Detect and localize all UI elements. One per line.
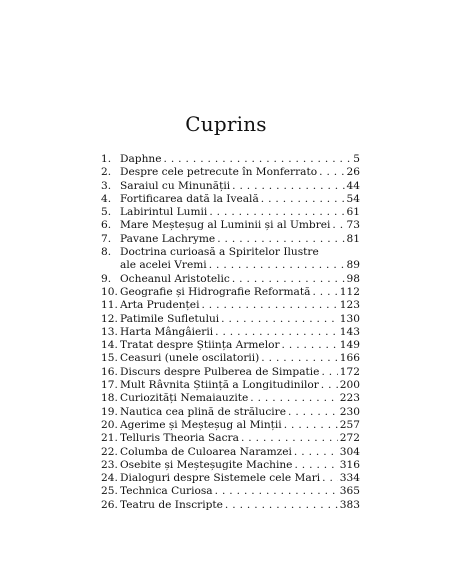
toc-entry [101, 366, 360, 379]
toc-entry-continuation [101, 259, 360, 272]
toc-entry [101, 339, 360, 352]
toc-entry [101, 286, 360, 299]
entry-number: 12. [101, 312, 118, 325]
toc-entry [101, 273, 360, 286]
entry-number: 20. [101, 418, 118, 431]
entry-page: 81 [346, 232, 360, 245]
entry-number: 4. [101, 192, 112, 205]
entry-page: 365 [339, 485, 360, 498]
entry-page: 54 [346, 192, 360, 205]
entry-title: Nautica cea plină de strălucire . . . [120, 406, 338, 419]
entry-title: Despre cele petrecute în Monferrato . . . [120, 166, 345, 179]
entry-number: 21. [101, 432, 118, 445]
entry-page: 123 [339, 299, 360, 312]
entry-number: 8. [101, 246, 112, 259]
entry-number: 2. [101, 166, 112, 179]
entry-page: 272 [339, 432, 360, 445]
entry-title: Harta Mângâierii . . . [120, 326, 338, 339]
entry-page: 223 [339, 392, 360, 405]
toc-entry [101, 432, 360, 445]
entry-page: 112 [339, 285, 360, 298]
entry-page: 61 [346, 206, 360, 219]
toc-entry [101, 485, 360, 498]
toc-entry [101, 180, 360, 193]
entry-page: 26 [346, 166, 360, 179]
entry-page: 316 [339, 458, 360, 471]
entry-page: 98 [346, 272, 360, 285]
entry-number: 10. [101, 285, 118, 298]
toc-entry [101, 233, 360, 246]
entry-title: Labirintul Lumii . . . [120, 206, 345, 219]
entry-title: Osebite și Meșteșugite Machine . . . [120, 459, 338, 472]
entry-page: 230 [339, 405, 360, 418]
entry-number: 22. [101, 445, 118, 458]
entry-number: 19. [101, 405, 118, 418]
entry-title-continuation: ale acelei Vremi . . . [120, 259, 345, 272]
entry-title: Pavane Lachryme . . . [120, 233, 345, 246]
entry-page: 200 [339, 379, 360, 392]
entry-number: 9. [101, 272, 112, 285]
toc-entry [101, 406, 360, 419]
entry-title: Geografie și Hidrografie Reformată . . . [120, 286, 338, 299]
table-of-contents [101, 153, 360, 512]
entry-title: Telluris Theoria Sacra . . . [120, 432, 338, 445]
entry-page: 73 [346, 219, 360, 232]
toc-entry [101, 379, 360, 392]
entry-number: 25. [101, 485, 118, 498]
entry-page: 149 [339, 339, 360, 352]
entry-title: Tratat despre Știința Armelor . . . [120, 339, 338, 352]
entry-title: Ocheanul Aristotelic . . . [120, 273, 345, 286]
page-title: Cuprins [185, 112, 267, 136]
toc-entry [101, 459, 360, 472]
entry-title: Teatru de Inscripte . . . [120, 499, 338, 512]
entry-number: 23. [101, 458, 118, 471]
entry-title: Patimile Sufletului . . . [120, 313, 338, 326]
entry-number: 5. [101, 206, 112, 219]
entry-page: 143 [339, 325, 360, 338]
toc-entry [101, 326, 360, 339]
entry-title: Agerime și Meșteșug al Minții . . . [120, 419, 338, 432]
entry-number: 17. [101, 379, 118, 392]
entry-title: Fortificarea dată la Iveală . . . [120, 193, 345, 206]
entry-page: 130 [339, 312, 360, 325]
toc-entry [101, 153, 360, 166]
entry-number: 16. [101, 365, 118, 378]
toc-entry [101, 419, 360, 432]
toc-entry [101, 219, 360, 232]
entry-page: 5 [353, 153, 360, 165]
entry-title: Dialoguri despre Sistemele cele Mari . . . [120, 472, 338, 485]
entry-title: Arta Prudenței . . . [120, 299, 338, 312]
entry-title: Mult Râvnita Știință a Longitudinilor . . . [120, 379, 338, 392]
entry-page: 383 [339, 498, 360, 511]
toc-entry [101, 166, 360, 179]
toc-entry [101, 446, 360, 459]
entry-number: 11. [101, 299, 118, 312]
entry-title: Ceasuri (unele oscilatorii) . . . [120, 352, 338, 365]
entry-number: 1. [101, 153, 112, 165]
toc-entry [101, 299, 360, 312]
entry-page: 304 [339, 445, 360, 458]
entry-title: Curiozități Nemaiauzite . . . [120, 392, 338, 405]
entry-number: 6. [101, 219, 112, 232]
entry-title: Mare Meșteșug al Luminii și al Umbrei . . . [120, 219, 345, 232]
entry-title: Technica Curiosa . . . [120, 485, 338, 498]
entry-number: 24. [101, 472, 118, 485]
entry-page: 166 [339, 352, 360, 365]
entry-number: 13. [101, 325, 118, 338]
entry-page: 172 [339, 365, 360, 378]
toc-entry [101, 472, 360, 485]
entry-title: Discurs despre Pulberea de Simpatie . . . [120, 366, 338, 379]
toc-entry [101, 193, 360, 206]
entry-number: 7. [101, 232, 112, 245]
entry-page: 257 [339, 418, 360, 431]
toc-entry [101, 499, 360, 512]
entry-number: 18. [101, 392, 118, 405]
entry-title: Columba de Culoarea Naramzei . . . [120, 446, 338, 459]
entry-page: 89 [346, 259, 360, 272]
toc-entry [101, 246, 360, 259]
toc-entry [101, 313, 360, 326]
entry-page: 334 [339, 472, 360, 485]
entry-page: 44 [346, 179, 360, 192]
entry-number: 26. [101, 498, 118, 511]
toc-entry [101, 352, 360, 365]
toc-entry [101, 392, 360, 405]
toc-entry [101, 206, 360, 219]
entry-title: Doctrina curioasă a Spiritelor Ilustre [120, 246, 319, 259]
entry-number: 15. [101, 352, 118, 365]
entry-number: 3. [101, 179, 112, 192]
entry-title: Saraiul cu Minunății . . . [120, 180, 345, 193]
entry-number: 14. [101, 339, 118, 352]
entry-title: Daphne . . . [120, 153, 351, 166]
